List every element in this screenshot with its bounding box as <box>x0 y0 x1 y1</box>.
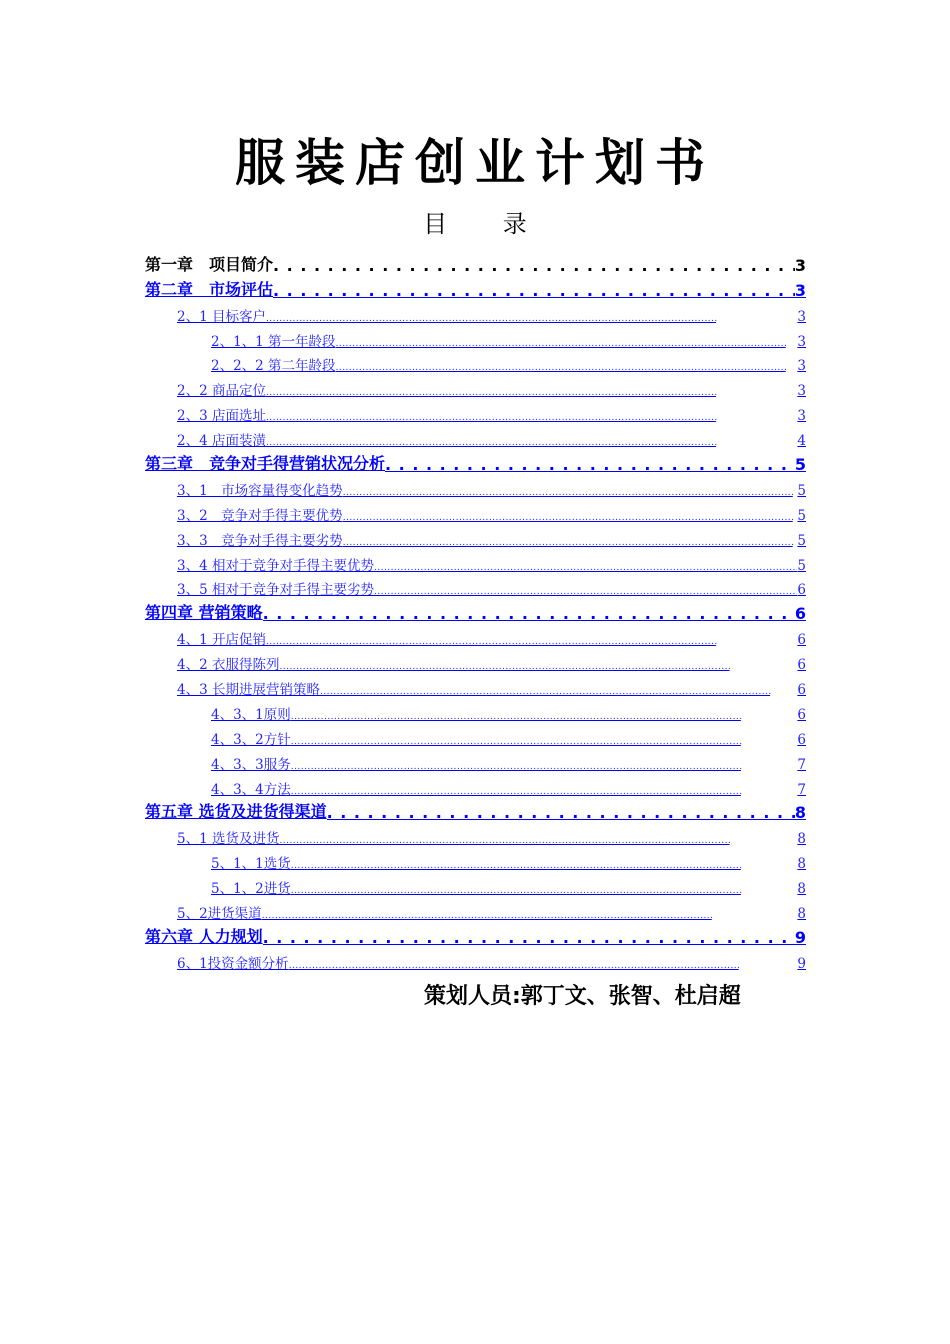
toc-entry-title: 第六章 人力规划 <box>145 926 263 946</box>
toc-entry-title: 3、2 竞争对手得主要优势 <box>177 507 343 524</box>
toc-entry-title: 第四章 营销策略 <box>145 603 263 623</box>
toc-entry[interactable] <box>145 574 806 599</box>
toc-entry-page: 7 <box>797 781 806 798</box>
toc-entry-page: 3 <box>797 408 806 425</box>
toc-entry[interactable] <box>145 822 806 847</box>
toc-entry-page: 6 <box>797 632 806 649</box>
toc-entry-page: 6 <box>797 706 806 723</box>
toc-entry[interactable] <box>145 798 806 823</box>
toc-heading: 目 录 <box>423 210 551 238</box>
toc-entry-title: 3、5 相对于竞争对手得主要劣势 <box>177 582 374 599</box>
toc-entry[interactable] <box>145 648 806 673</box>
toc-entry[interactable] <box>145 275 806 300</box>
toc-entry[interactable] <box>145 698 806 723</box>
toc-entry-page: 3 <box>794 280 806 300</box>
toc-entry-title: 4、3、4方法 <box>211 781 291 798</box>
toc-entry-title: 2、3 店面选址 <box>177 408 266 425</box>
toc-entry-page: 8 <box>794 803 806 823</box>
toc-entry-title: 3、4 相对于竞争对手得主要优势 <box>177 557 374 574</box>
toc-dot-leader <box>291 861 798 872</box>
toc-entry-title: 2、4 店面装潢 <box>177 433 266 450</box>
toc-entry[interactable] <box>145 325 806 350</box>
toc-entry-page: 5 <box>797 482 806 499</box>
toc-entry-page: 5 <box>797 507 806 524</box>
toc-entry-page: 3 <box>797 333 806 350</box>
toc-entry[interactable] <box>145 424 806 449</box>
toc-entry[interactable] <box>145 723 806 748</box>
toc-entry-page: 6 <box>797 731 806 748</box>
toc-entry-page: 3 <box>797 308 806 325</box>
toc-entry-page: 5 <box>797 557 806 574</box>
toc-dot-leader <box>273 281 795 300</box>
toc-dot-leader <box>266 388 797 399</box>
toc-entry-page: 3 <box>797 358 806 375</box>
toc-entry-page: 4 <box>797 433 806 450</box>
toc-dot-leader <box>336 363 798 374</box>
toc-entry-title: 第三章 竞争对手得营销状况分析 <box>145 454 386 474</box>
toc-entry[interactable] <box>145 897 806 922</box>
toc-dot-leader <box>343 513 798 524</box>
toc-entry-page: 6 <box>797 582 806 599</box>
toc-dot-leader <box>374 587 797 598</box>
toc-dot-leader <box>266 314 797 325</box>
toc-dot-leader <box>291 737 798 748</box>
toc-dot-leader <box>291 886 798 897</box>
toc-entry-page: 6 <box>794 604 806 624</box>
toc-entry[interactable] <box>145 499 806 524</box>
toc-entry-page: 8 <box>797 831 806 848</box>
toc-entry-title: 3、1 市场容量得变化趋势 <box>177 482 343 499</box>
toc-entry[interactable] <box>145 922 806 947</box>
table-of-contents <box>145 250 806 972</box>
toc-entry-title: 4、3、3服务 <box>211 756 291 773</box>
toc-dot-leader <box>266 438 797 449</box>
toc-entry[interactable] <box>145 673 806 698</box>
toc-entry[interactable] <box>145 947 806 972</box>
toc-entry-title: 第五章 选货及进货得渠道 <box>145 802 327 822</box>
toc-entry-title: 4、3、2方针 <box>211 731 291 748</box>
toc-entry-page: 8 <box>797 906 806 923</box>
toc-entry-page: 7 <box>797 756 806 773</box>
toc-entry-page: 8 <box>797 856 806 873</box>
toc-dot-leader <box>291 712 798 723</box>
toc-entry-title: 第一章 项目简介 <box>145 254 274 274</box>
toc-dot-leader <box>374 563 797 574</box>
toc-entry-title: 4、3 长期进展营销策略 <box>177 682 320 699</box>
toc-entry[interactable] <box>145 374 806 399</box>
toc-dot-leader <box>343 488 798 499</box>
credits: 策划人员:郭丁文、张智、杜启超 <box>424 984 741 1009</box>
toc-dot-leader <box>263 604 795 623</box>
toc-dot-leader <box>343 538 798 549</box>
toc-entry[interactable] <box>145 748 806 773</box>
toc-entry-title: 4、3、1原则 <box>211 706 291 723</box>
toc-entry-title: 5、2进货渠道 <box>177 906 262 923</box>
toc-entry[interactable] <box>145 449 806 474</box>
toc-entry-page: 9 <box>797 955 806 972</box>
toc-dot-leader <box>263 928 795 947</box>
toc-entry-title: 5、1、2进货 <box>211 881 291 898</box>
toc-entry-title: 2、2 商品定位 <box>177 383 266 400</box>
toc-entry <box>145 250 806 275</box>
toc-dot-leader <box>289 961 798 972</box>
toc-entry-title: 2、1、1 第一年龄段 <box>211 333 336 350</box>
toc-entry[interactable] <box>145 598 806 623</box>
toc-entry[interactable] <box>145 524 806 549</box>
toc-entry-title: 5、1、1选货 <box>211 856 291 873</box>
toc-dot-leader <box>291 787 798 798</box>
toc-dot-leader <box>279 836 797 847</box>
toc-entry[interactable] <box>145 549 806 574</box>
toc-entry[interactable] <box>145 474 806 499</box>
toc-entry-title: 2、2、2 第二年龄段 <box>211 358 336 375</box>
toc-entry-title: 第二章 市场评估 <box>145 279 274 299</box>
toc-dot-leader <box>327 803 795 822</box>
toc-entry-title: 3、3 竞争对手得主要劣势 <box>177 532 343 549</box>
toc-entry-page: 5 <box>797 532 806 549</box>
toc-entry-title: 5、1 选货及进货 <box>177 831 280 848</box>
toc-dot-leader <box>279 662 797 673</box>
toc-dot-leader <box>291 762 798 773</box>
toc-entry[interactable] <box>145 847 806 872</box>
toc-entry[interactable] <box>145 399 806 424</box>
toc-entry[interactable] <box>145 350 806 375</box>
toc-dot-leader <box>266 637 797 648</box>
toc-dot-leader <box>266 413 797 424</box>
toc-entry-title: 4、2 衣服得陈列 <box>177 657 280 674</box>
toc-entry-title: 4、1 开店促销 <box>177 632 266 649</box>
toc-entry-title: 6、1投资金额分析 <box>177 955 289 972</box>
toc-dot-leader <box>385 455 795 474</box>
toc-dot-leader <box>262 911 798 922</box>
toc-entry-page: 9 <box>794 927 806 947</box>
toc-entry-page: 5 <box>794 455 806 475</box>
toc-entry-page: 8 <box>797 881 806 898</box>
toc-entry[interactable] <box>145 623 806 648</box>
toc-entry-page: 3 <box>794 255 806 275</box>
toc-entry[interactable] <box>145 872 806 897</box>
toc-dot-leader <box>336 339 798 350</box>
toc-dot-leader <box>320 687 797 698</box>
toc-entry[interactable] <box>145 773 806 798</box>
toc-entry-title: 2、1 目标客户 <box>177 308 266 325</box>
toc-dot-leader <box>273 256 795 275</box>
toc-entry-page: 3 <box>797 383 806 400</box>
toc-entry-page: 6 <box>797 682 806 699</box>
document-title: 服装店创业计划书 <box>235 134 715 192</box>
toc-entry-page: 6 <box>797 657 806 674</box>
toc-entry[interactable] <box>145 300 806 325</box>
